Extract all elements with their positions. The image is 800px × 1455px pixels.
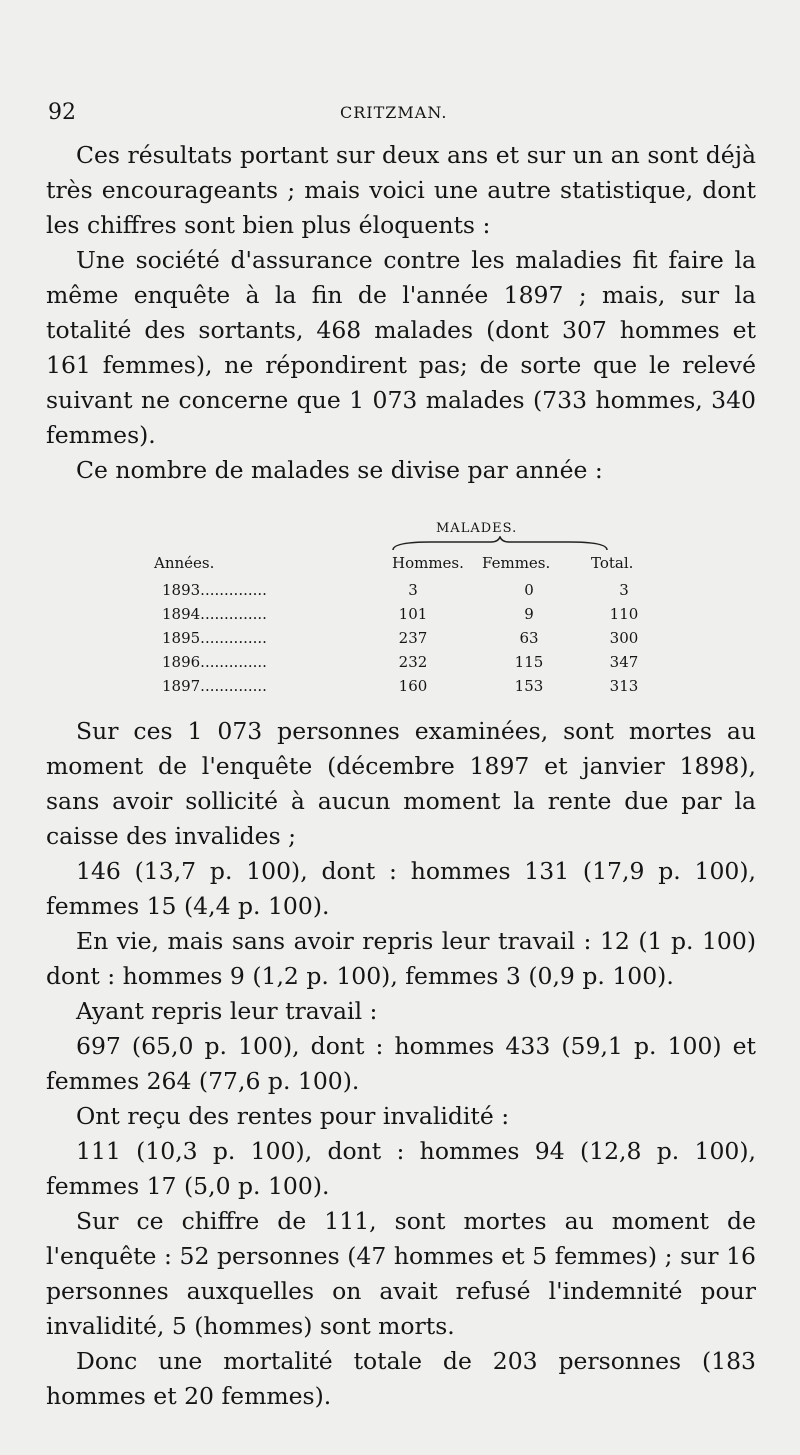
- row-year: 1893..............: [162, 581, 267, 599]
- row-total: 3: [619, 581, 629, 599]
- row-hommes: 232: [398, 653, 428, 671]
- row-femmes: 0: [524, 581, 534, 599]
- page-number: 92: [48, 100, 76, 125]
- row-hommes: 3: [408, 581, 418, 599]
- statistics-table: [46, 494, 756, 714]
- row-hommes: 101: [398, 605, 428, 623]
- paragraph: Ayant repris leur travail :: [76, 997, 378, 1025]
- running-head: CRITZMAN.: [340, 103, 448, 122]
- table-row: [46, 603, 756, 625]
- table-row: [46, 579, 756, 601]
- row-femmes: 63: [519, 629, 539, 647]
- row-year: 1897..............: [162, 677, 267, 695]
- paragraph: Ces résultats portant sur deux ans et sur un an sont déjà très encourageants ; mais voici une autre statistique, dont les chiffres sont bien plus éloquents :: [46, 141, 756, 239]
- column-header-total: Total.: [591, 554, 634, 572]
- row-total: 347: [609, 653, 639, 671]
- table-row: [46, 651, 756, 673]
- paragraph: 146 (13,7 p. 100), dont : hommes 131 (17,9 p. 100), femmes 15 (4,4 p. 100).: [46, 857, 756, 920]
- row-year: 1894..............: [162, 605, 267, 623]
- row-femmes: 9: [524, 605, 534, 623]
- row-femmes: 115: [514, 653, 544, 671]
- paragraph: Donc une mortalité totale de 203 personnes (183 hommes et 20 femmes).: [46, 1347, 756, 1410]
- paragraph: 111 (10,3 p. 100), dont : hommes 94 (12,8 p. 100), femmes 17 (5,0 p. 100).: [46, 1137, 756, 1200]
- column-header-annees: Années.: [154, 554, 215, 572]
- row-year: 1895..............: [162, 629, 267, 647]
- row-total: 313: [609, 677, 639, 695]
- row-femmes: 153: [514, 677, 544, 695]
- column-header-femmes: Femmes.: [482, 554, 551, 572]
- table-group-header: MALADES.: [436, 521, 518, 536]
- paragraph: 697 (65,0 p. 100), dont : hommes 433 (59,1 p. 100) et femmes 264 (77,6 p. 100).: [46, 1032, 756, 1095]
- page-body: [46, 138, 756, 1414]
- column-header-hommes: Hommes.: [392, 554, 464, 572]
- row-total: 300: [609, 629, 639, 647]
- brace-decoration: [391, 536, 609, 552]
- paragraph: Une société d'assurance contre les maladies fit faire la même enquête à la fin de l'année 1897 ; mais, sur la totalité des sortants, 468 malades (dont 307 hommes et 161 femmes), ne répondirent pas; de sorte que le relevé suivant ne concerne que 1 073 malades (733 hommes, 340 femmes).: [46, 246, 756, 449]
- row-year: 1896..............: [162, 653, 267, 671]
- row-hommes: 160: [398, 677, 428, 695]
- row-hommes: 237: [398, 629, 428, 647]
- table-row: [46, 627, 756, 649]
- paragraph: Ont reçu des rentes pour invalidité :: [76, 1102, 510, 1130]
- paragraph: Sur ces 1 073 personnes examinées, sont mortes au moment de l'enquête (décembre 1897 et janvier 1898), sans avoir sollicité à aucun moment la rente due par la caisse des invalides ;: [46, 717, 756, 850]
- table-row: [46, 675, 756, 697]
- paragraph: Sur ce chiffre de 111, sont mortes au moment de l'enquête : 52 personnes (47 hommes et 5 femmes) ; sur 16 personnes auxquelles on avait refusé l'indemnité pour invalidité, 5 (hommes) sont morts.: [46, 1207, 756, 1340]
- page-header: [48, 100, 768, 130]
- paragraph: Ce nombre de malades se divise par année :: [76, 456, 603, 484]
- paragraph: En vie, mais sans avoir repris leur travail : 12 (1 p. 100) dont : hommes 9 (1,2 p. 100), femmes 3 (0,9 p. 100).: [46, 927, 756, 990]
- row-total: 110: [609, 605, 639, 623]
